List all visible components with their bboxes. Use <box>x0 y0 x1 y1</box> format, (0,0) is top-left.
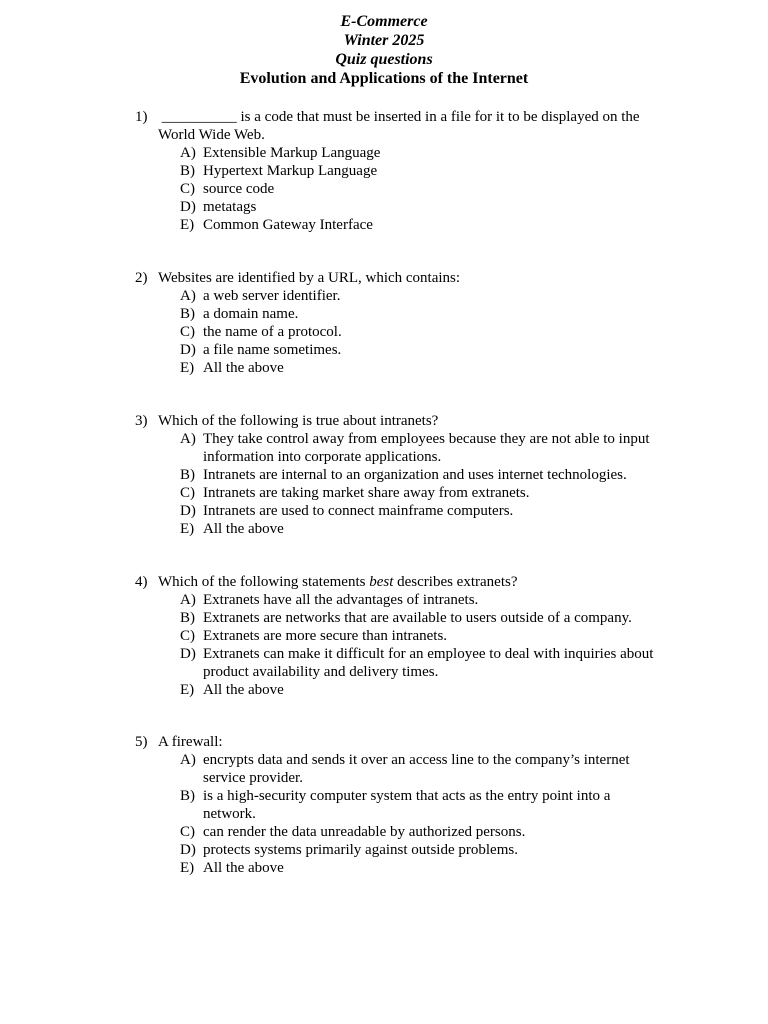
course-name: E-Commerce <box>340 13 428 30</box>
answer-option <box>180 287 655 305</box>
question-3 <box>135 412 655 538</box>
answer-text: Hypertext Markup Language <box>203 163 378 179</box>
page-title: Evolution and Applications of the Internet <box>239 70 529 87</box>
answer-option <box>180 520 655 538</box>
question-text: Which of the following is true about intranets? <box>158 413 439 429</box>
answer-option <box>180 841 655 859</box>
question-number: 3) <box>135 413 148 429</box>
answer-option <box>180 609 655 627</box>
answer-text: metatags <box>203 199 257 215</box>
answer-list <box>180 287 655 377</box>
answer-letter: B) <box>180 163 195 179</box>
answer-option <box>180 216 655 234</box>
answer-letter: C) <box>180 324 195 340</box>
answer-text: Intranets are used to connect mainframe computers. <box>203 503 514 519</box>
answer-letter: C) <box>180 824 195 840</box>
answer-option <box>180 645 655 681</box>
answer-list <box>180 591 655 699</box>
answer-letter: C) <box>180 628 195 644</box>
answer-text: Extranets can make it difficult for an employee to deal with inquiries about product availability and delivery times. <box>203 646 654 680</box>
answer-option <box>180 180 655 198</box>
answer-letter: A) <box>180 288 196 304</box>
answer-text: All the above <box>203 860 284 876</box>
answer-letter: D) <box>180 842 196 858</box>
answer-letter: D) <box>180 342 196 358</box>
answer-text: a file name sometimes. <box>203 342 342 358</box>
question-text: __________ is a code that must be inserted in a file for it to be displayed on the World Wide Web. <box>158 109 644 143</box>
question-text: Websites are identified by a URL, which contains: <box>158 270 461 286</box>
answer-option <box>180 627 655 645</box>
answer-text: Intranets are taking market share away from extranets. <box>203 485 530 501</box>
answer-letter: E) <box>180 360 195 376</box>
question-text-emphasis: best <box>369 574 394 590</box>
answer-text: can render the data unreadable by authorized persons. <box>203 824 526 840</box>
question-number: 5) <box>135 734 148 750</box>
answer-letter: B) <box>180 306 195 322</box>
answer-letter: A) <box>180 431 196 447</box>
answer-letter: A) <box>180 592 196 608</box>
answer-option <box>180 323 655 341</box>
answer-option <box>180 502 655 520</box>
answer-option <box>180 305 655 323</box>
answer-option <box>180 162 655 180</box>
answer-letter: D) <box>180 646 196 662</box>
answer-text: Intranets are internal to an organization and uses internet technologies. <box>203 467 627 483</box>
answer-option <box>180 144 655 162</box>
answer-text: Common Gateway Interface <box>203 217 373 233</box>
question-number: 1) <box>135 109 148 125</box>
answer-text: Extranets are networks that are available to users outside of a company. <box>203 610 632 626</box>
answer-letter: B) <box>180 788 195 804</box>
question-1 <box>135 108 655 234</box>
document-type: Quiz questions <box>335 51 433 68</box>
answer-text: Extranets are more secure than intranets. <box>203 628 448 644</box>
answer-letter: D) <box>180 503 196 519</box>
answer-text: All the above <box>203 521 284 537</box>
question-text-end: describes extranets? <box>393 574 518 590</box>
question-2 <box>135 269 655 377</box>
question-5 <box>135 733 655 877</box>
answer-list <box>180 751 655 877</box>
answer-text: a web server identifier. <box>203 288 341 304</box>
answer-text: the name of a protocol. <box>203 324 342 340</box>
answer-letter: C) <box>180 485 195 501</box>
answer-text: encrypts data and sends it over an access line to the company’s internet service provider. <box>203 752 630 786</box>
question-number: 2) <box>135 270 148 286</box>
answer-option <box>180 359 655 377</box>
answer-option <box>180 681 655 699</box>
answer-text: a domain name. <box>203 306 299 322</box>
term: Winter 2025 <box>343 32 425 49</box>
answer-option <box>180 466 655 484</box>
answer-letter: B) <box>180 610 195 626</box>
answer-letter: C) <box>180 181 195 197</box>
answer-text: They take control away from employees because they are not able to input information into corporate applications. <box>203 431 650 465</box>
answer-letter: E) <box>180 521 195 537</box>
answer-option <box>180 591 655 609</box>
answer-letter: E) <box>180 217 195 233</box>
answer-text: source code <box>203 181 275 197</box>
answer-text: protects systems primarily against outside problems. <box>203 842 518 858</box>
answer-text: All the above <box>203 682 284 698</box>
answer-option <box>180 751 655 787</box>
answer-letter: B) <box>180 467 195 483</box>
answer-text: is a high-security computer system that acts as the entry point into a network. <box>203 788 611 822</box>
answer-list <box>180 430 655 538</box>
document-header <box>0 12 768 88</box>
question-4 <box>135 573 655 699</box>
answer-option <box>180 430 655 466</box>
answer-option <box>180 859 655 877</box>
question-text <box>158 573 655 591</box>
question-number: 4) <box>135 574 148 590</box>
answer-option <box>180 198 655 216</box>
answer-text: Extensible Markup Language <box>203 145 381 161</box>
question-text: A firewall: <box>158 734 223 750</box>
answer-list <box>180 144 655 234</box>
answer-letter: E) <box>180 682 195 698</box>
answer-option <box>180 787 655 823</box>
answer-option <box>180 484 655 502</box>
answer-text: All the above <box>203 360 284 376</box>
answer-letter: E) <box>180 860 195 876</box>
answer-text: Extranets have all the advantages of intranets. <box>203 592 479 608</box>
answer-letter: A) <box>180 145 196 161</box>
answer-letter: D) <box>180 199 196 215</box>
answer-option <box>180 341 655 359</box>
question-text-start: Which of the following statements <box>158 574 370 590</box>
answer-letter: A) <box>180 752 196 768</box>
answer-option <box>180 823 655 841</box>
